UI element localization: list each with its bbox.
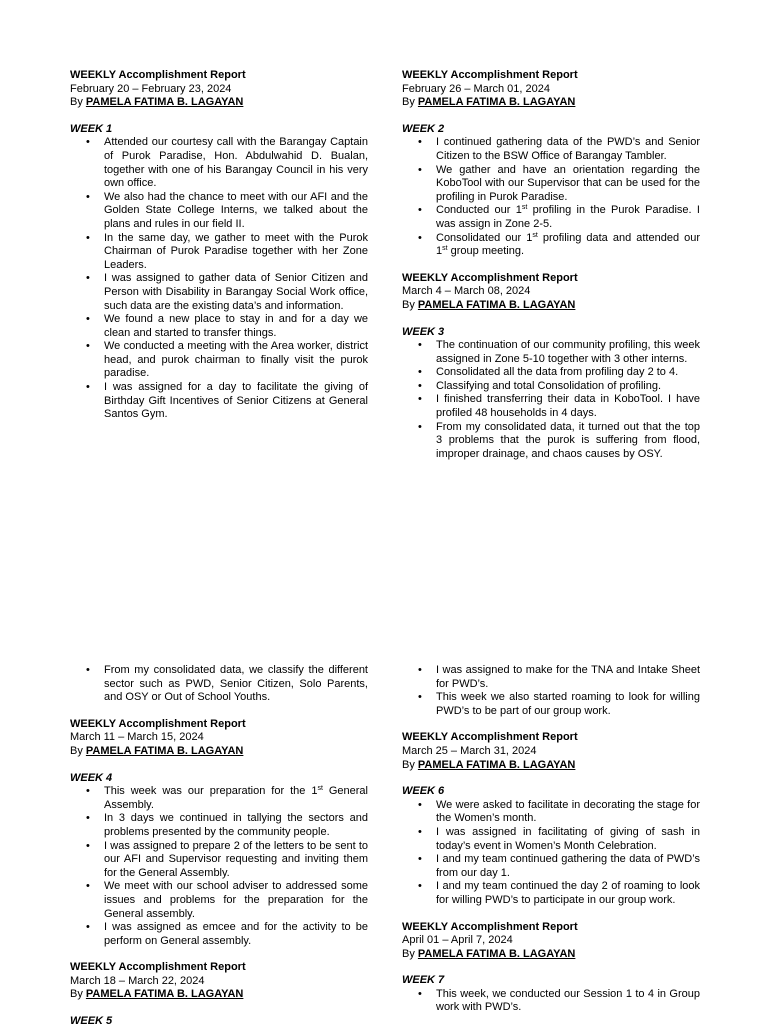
list-item: • Attended our courtesy call with the Barangay Captain of Purok Paradise, Hon. Abdulwahid D. Bualan, together with one of his Barangay Council in his very own office. (104, 136, 368, 190)
list-item: • I was assigned to make for the TNA and Intake Sheet for PWD’s. (436, 664, 700, 691)
accomplishment-list (70, 785, 368, 948)
author-name: PAMELA FATIMA B. LAGAYAN (417, 96, 576, 109)
report-author-line: By PAMELA FATIMA B. LAGAYAN (402, 947, 576, 960)
report-title: WEEKLY Accomplishment Report (70, 961, 246, 974)
author-name: PAMELA FATIMA B. LAGAYAN (417, 758, 576, 771)
report-title: WEEKLY Accomplishment Report (402, 271, 578, 284)
list-item: • This week was our preparation for the 1st General Assembly. (104, 785, 368, 812)
week-heading: WEEK 1 (70, 122, 113, 135)
list-item: • I finished transferring their data in KoboTool. I have profiled 48 households in 4 days. (436, 393, 700, 420)
list-item: • In the same day, we gather to meet with the Purok Chairman of Purok Paradise together with her Zone Leaders. (104, 232, 368, 273)
report-author-line: By PAMELA FATIMA B. LAGAYAN (402, 298, 576, 311)
list-item: • I continued gathering data of the PWD’s and Senior Citizen to the BSW Office of Barangay Tambler. (436, 136, 700, 163)
report-date: April 01 – April 7, 2024 (402, 934, 513, 947)
report-week-6-7 (402, 664, 700, 1015)
list-item: • I was assigned to gather data of Senior Citizen and Person with Disability in Barangay Social Work office, such data are the existing data’s and information. (104, 272, 368, 313)
list-item: • We gather and have an orientation regarding the KoboTool with our Supervisor that can be used for the profiling in Purok Paradise. (436, 164, 700, 205)
week-heading: WEEK 3 (402, 325, 445, 338)
author-name: PAMELA FATIMA B. LAGAYAN (85, 988, 244, 1001)
report-author-line: By PAMELA FATIMA B. LAGAYAN (70, 96, 244, 109)
report-week-1 (70, 69, 368, 422)
report-date: March 18 – March 22, 2024 (70, 974, 205, 987)
report-date: March 4 – March 08, 2024 (402, 285, 531, 298)
report-week-4-5 (70, 664, 368, 1029)
author-name: PAMELA FATIMA B. LAGAYAN (85, 744, 244, 757)
list-item: • We meet with our school adviser to addressed some issues and problems for the preparation for the General assembly. (104, 880, 368, 921)
report-author-line: By PAMELA FATIMA B. LAGAYAN (402, 96, 576, 109)
report-header (70, 961, 368, 1002)
report-header (402, 69, 700, 110)
list-item: • I was assigned for a day to facilitate the giving of Birthday Gift Incentives of Senior Citizens at General Santos Gym. (104, 381, 368, 422)
report-date: March 25 – March 31, 2024 (402, 744, 537, 757)
continued-list (402, 664, 700, 718)
report-date: February 26 – March 01, 2024 (402, 82, 550, 95)
accomplishment-list (402, 339, 700, 461)
report-author-line: By PAMELA FATIMA B. LAGAYAN (70, 988, 244, 1001)
report-week-2-3 (402, 69, 700, 461)
report-title: WEEKLY Accomplishment Report (402, 920, 578, 933)
report-title: WEEKLY Accomplishment Report (70, 717, 246, 730)
accomplishment-list (402, 136, 700, 258)
continued-list (70, 664, 368, 705)
report-author-line: By PAMELA FATIMA B. LAGAYAN (70, 744, 244, 757)
week-heading: WEEK 5 (70, 1015, 113, 1028)
list-item: • Consolidated our 1st profiling data and attended our 1st group meeting. (436, 232, 700, 259)
report-author-line: By PAMELA FATIMA B. LAGAYAN (402, 758, 576, 771)
list-item: • From my consolidated data, it turned out that the top 3 problems that the purok is suffering from flood, improper drainage, and chaos causes by OSY. (436, 421, 700, 462)
list-item: • I and my team continued the day 2 of roaming to look for willing PWD’s to participate in our group work. (436, 880, 700, 907)
list-item: • From my consolidated data, we classify the different sector such as PWD, Senior Citizen, Solo Parents, and OSY or Out of School Youths. (104, 664, 368, 705)
report-header (70, 718, 368, 759)
week-heading: WEEK 2 (402, 122, 445, 135)
report-title: WEEKLY Accomplishment Report (70, 69, 246, 81)
list-item: • We also had the chance to meet with our AFI and the Golden State College Interns, we talked about the plans and rules in our field II. (104, 191, 368, 232)
week-heading: WEEK 6 (402, 785, 445, 798)
list-item: • Conducted our 1st profiling in the Purok Paradise. I was assign in Zone 2-5. (436, 204, 700, 231)
list-item: • Classifying and total Consolidation of profiling. (436, 380, 700, 394)
report-header (402, 921, 700, 962)
report-date: March 11 – March 15, 2024 (70, 731, 204, 744)
week-heading: WEEK 7 (402, 974, 445, 987)
list-item: • This week, we conducted our Session 1 to 4 in Group work with PWD’s. (436, 988, 700, 1015)
list-item: • The continuation of our community profiling, this week assigned in Zone 5-10 together with 3 other interns. (436, 339, 700, 366)
list-item: • Consolidated all the data from profiling day 2 to 4. (436, 366, 700, 380)
accomplishment-list (402, 799, 700, 908)
report-header (70, 69, 368, 110)
accomplishment-list (402, 988, 700, 1015)
report-title: WEEKLY Accomplishment Report (402, 731, 578, 744)
author-name: PAMELA FATIMA B. LAGAYAN (417, 298, 576, 311)
list-item: • We conducted a meeting with the Area worker, district head, and purok chairman to finally visit the purok paradise. (104, 340, 368, 381)
report-date: February 20 – February 23, 2024 (70, 82, 232, 95)
week-heading: WEEK 4 (70, 771, 113, 784)
list-item: • In 3 days we continued in tallying the sectors and problems presented by the community people. (104, 812, 368, 839)
list-item: • We were asked to facilitate in decorating the stage for the Women’s month. (436, 799, 700, 826)
list-item: • We found a new place to stay in and for a day we clean and started to transfer things. (104, 313, 368, 340)
list-item: • I was assigned to prepare 2 of the letters to be sent to our AFI and Supervisor requesting and inviting them for the General Assembly. (104, 840, 368, 881)
report-title: WEEKLY Accomplishment Report (402, 69, 578, 81)
author-name: PAMELA FATIMA B. LAGAYAN (417, 947, 576, 960)
author-name: PAMELA FATIMA B. LAGAYAN (85, 96, 244, 109)
list-item: • I was assigned as emcee and for the activity to be perform on General assembly. (104, 921, 368, 948)
report-header (402, 731, 700, 772)
report-header (402, 272, 700, 313)
accomplishment-list (70, 136, 368, 421)
list-item: • I was assigned in facilitating of giving of sash in today’s event in Women’s Month Celebration. (436, 826, 700, 853)
list-item: • I and my team continued gathering the data of PWD’s from our day 1. (436, 853, 700, 880)
list-item: • This week we also started roaming to look for willing PWD’s to be part of our group work. (436, 691, 700, 718)
